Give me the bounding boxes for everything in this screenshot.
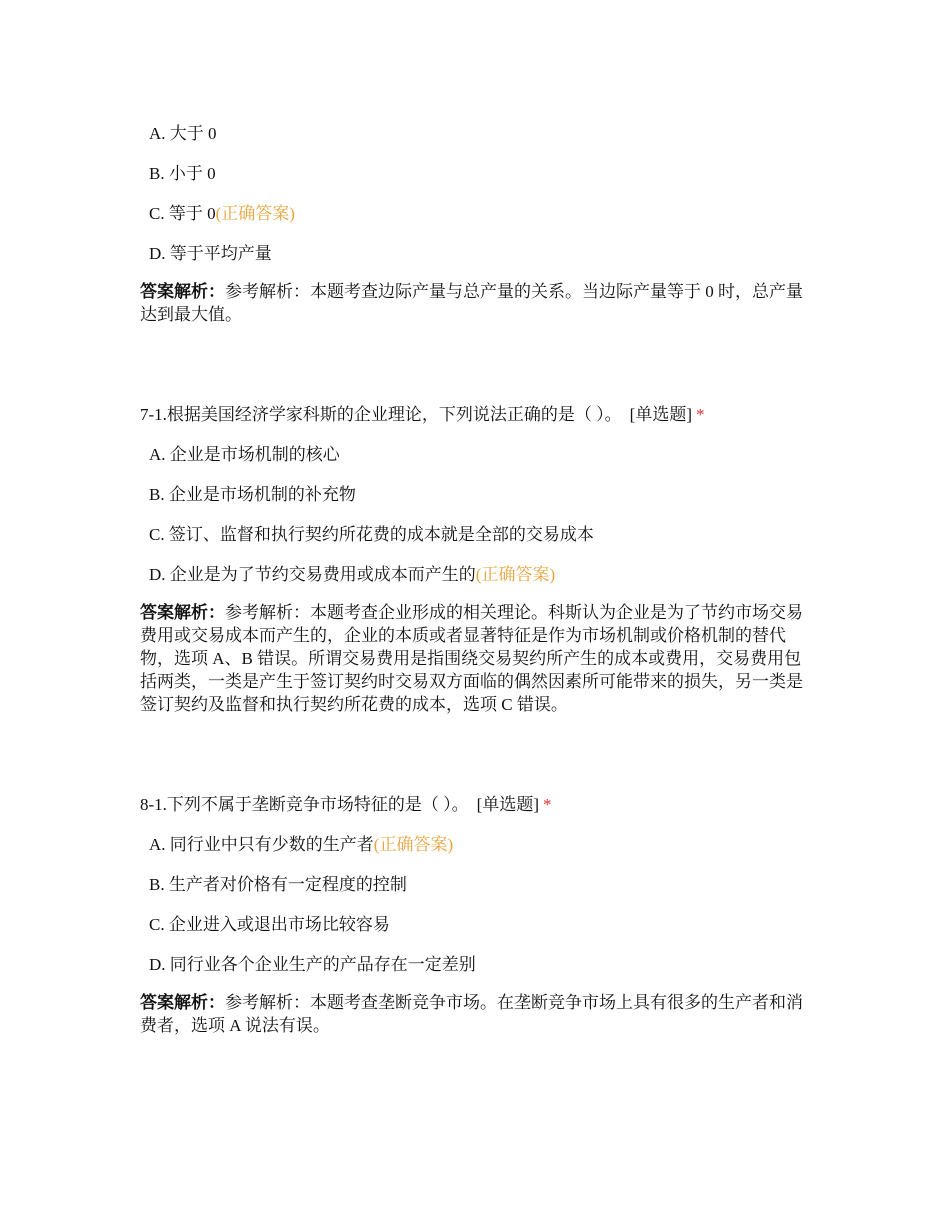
option-label: B. 生产者对价格有一定程度的控制 bbox=[149, 875, 407, 894]
option-c bbox=[140, 521, 812, 549]
question-type-tag: [单选题] bbox=[476, 795, 539, 814]
option-label: D. 等于平均产量 bbox=[149, 244, 272, 263]
option-d bbox=[140, 240, 812, 268]
option-label: A. 大于 0 bbox=[149, 124, 217, 143]
option-b bbox=[140, 160, 812, 188]
option-d bbox=[140, 561, 812, 589]
required-asterisk: * bbox=[543, 795, 552, 814]
question-block-8 bbox=[140, 791, 812, 1037]
options-list bbox=[140, 441, 812, 589]
analysis-label: 答案解析： bbox=[140, 993, 225, 1012]
correct-answer-mark: (正确答案) bbox=[475, 565, 556, 584]
option-b bbox=[140, 481, 812, 509]
option-c bbox=[140, 911, 812, 939]
option-label: D. 企业是为了节约交易费用或成本而产生的 bbox=[149, 565, 476, 584]
option-label: B. 小于 0 bbox=[149, 164, 216, 183]
option-label: C. 签订、监督和执行契约所花费的成本就是全部的交易成本 bbox=[149, 525, 594, 544]
answer-analysis bbox=[140, 601, 812, 716]
option-d bbox=[140, 951, 812, 979]
required-asterisk: * bbox=[696, 405, 705, 424]
option-label: B. 企业是市场机制的补充物 bbox=[149, 485, 356, 504]
document-page bbox=[140, 120, 812, 1037]
question-title bbox=[140, 401, 812, 429]
option-label: A. 同行业中只有少数的生产者 bbox=[149, 835, 374, 854]
analysis-label: 答案解析： bbox=[140, 603, 225, 622]
analysis-label: 答案解析： bbox=[140, 282, 225, 301]
correct-answer-mark: (正确答案) bbox=[373, 835, 454, 854]
answer-analysis bbox=[140, 280, 812, 326]
question-block-7 bbox=[140, 401, 812, 716]
option-a bbox=[140, 831, 812, 859]
question-title bbox=[140, 791, 812, 819]
question-text: 7-1.根据美国经济学家科斯的企业理论，下列说法正确的是（ ）。 bbox=[140, 405, 622, 424]
analysis-text: 参考解析：本题考查边际产量与总产量的关系。当边际产量等于 0 时，总产量达到最大值。 bbox=[140, 282, 803, 324]
analysis-text: 参考解析：本题考查垄断竞争市场。在垄断竞争市场上具有很多的生产者和消费者，选项 A 说法有误。 bbox=[140, 993, 803, 1035]
question-text: 8-1.下列不属于垄断竞争市场特征的是（ ）。 bbox=[140, 795, 469, 814]
options-list bbox=[140, 831, 812, 979]
correct-answer-mark: (正确答案) bbox=[215, 204, 295, 223]
option-a bbox=[140, 441, 812, 469]
question-type-tag: [单选题] bbox=[629, 405, 692, 424]
option-label: C. 企业进入或退出市场比较容易 bbox=[149, 915, 390, 934]
option-label: C. 等于 0 bbox=[149, 204, 216, 223]
answer-analysis bbox=[140, 991, 812, 1037]
option-a bbox=[140, 120, 812, 148]
option-b bbox=[140, 871, 812, 899]
option-label: A. 企业是市场机制的核心 bbox=[149, 445, 340, 464]
options-list bbox=[140, 120, 812, 268]
question-block-6 bbox=[140, 120, 812, 326]
option-c bbox=[140, 200, 812, 228]
analysis-text: 参考解析：本题考查企业形成的相关理论。科斯认为企业是为了节约市场交易费用或交易成本而产生的，企业的本质或者显著特征是作为市场机制或价格机制的替代物，选项 A、B 错误。所谓交易费用是指围绕交易契约所产生的成本或费用，交易费用包括两类，一类是产生于签订契约时交易双方面临的偶然因素所可能带来的损失，另一类是签订契约及监督和执行契约所花费的成本，选项 C 错误。 bbox=[140, 603, 803, 714]
option-label: D. 同行业各个企业生产的产品存在一定差别 bbox=[149, 955, 476, 974]
